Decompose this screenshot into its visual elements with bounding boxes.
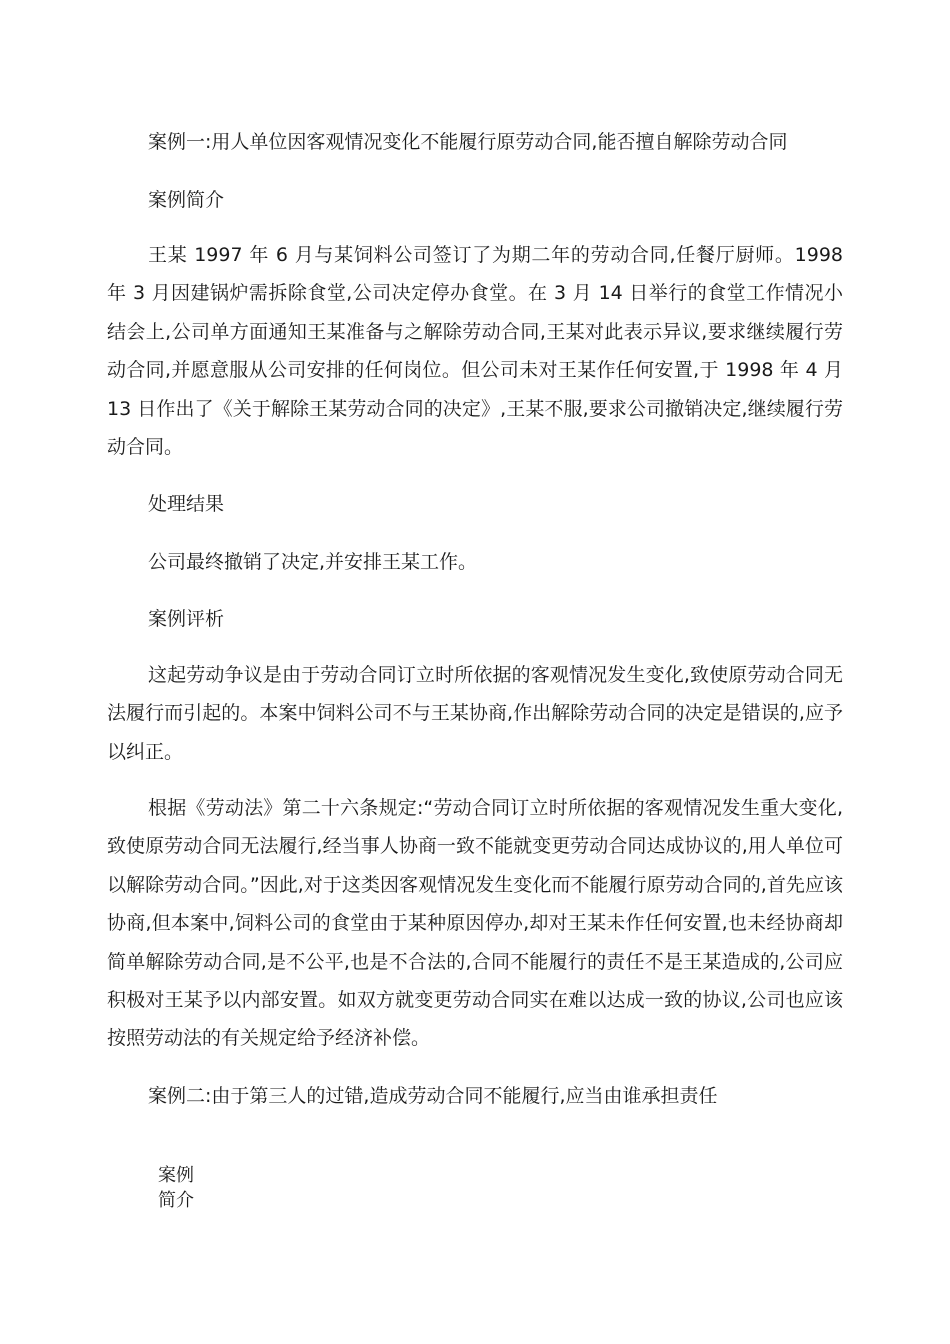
case1-analysis-paragraph-2: 根据《劳动法》第二十六条规定:“劳动合同订立时所依据的客观情况发生重大变化,致使原劳动合同无法履行,经当事人协商一致不能就变更劳动合同达成协议的,用人单位可以解除劳动合同。”因此,对于这类因客观情况发生变化而不能履行原劳动合同的,首先应该协商,但本案中,饲料公司的食堂由于某种原因停办,却对王某未作任何安置,也未经协商却简单解除劳动合同,是不公平,也是不合法的,合同不能履行的责任不是王某造成的,公司应积极对王某予以内部安置。如双方就变更劳动合同实在难以达成一致的协议,公司也应该按照劳动法的有关规定给予经济补偿。 (107, 797, 843, 1050)
case1-title: 案例一:用人单位因客观情况变化不能履行原劳动合同,能否擅自解除劳动合同 (148, 131, 788, 153)
case1-result-paragraph: 公司最终撤销了决定,并安排王某工作。 (148, 551, 478, 573)
case1-intro-heading: 案例简介 (148, 189, 225, 211)
case1-result-heading: 处理结果 (148, 493, 225, 515)
case2-title: 案例二:由于第三人的过错,造成劳动合同不能履行,应当由谁承担责任 (148, 1085, 718, 1107)
case1-analysis-paragraph-1: 这起劳动争议是由于劳动合同订立时所依据的客观情况发生变化,致使原劳动合同无法履行而引起的。本案中饲料公司不与王某协商,作出解除劳动合同的决定是错误的,应予以纠正。 (107, 664, 843, 763)
case2-intro-heading: 案例简介 (158, 1165, 194, 1211)
case1-analysis-heading: 案例评析 (148, 608, 225, 630)
case1-intro-paragraph: 王某 1997 年 6 月与某饲料公司签订了为期二年的劳动合同,任餐厅厨师。1998 年 3 月因建锅炉需拆除食堂,公司决定停办食堂。在 3 月 14 日举行的食堂工作情况小结会上,公司单方面通知王某准备与之解除劳动合同,王某对此表示异议,要求继续履行劳动合同,并愿意服从公司安排的任何岗位。但公司未对王某作任何安置,于 1998 年 4 月 13 日作出了《关于解除王某劳动合同的决定》,王某不服,要求公司撤销决定,继续履行劳动合同。 (107, 244, 843, 459)
